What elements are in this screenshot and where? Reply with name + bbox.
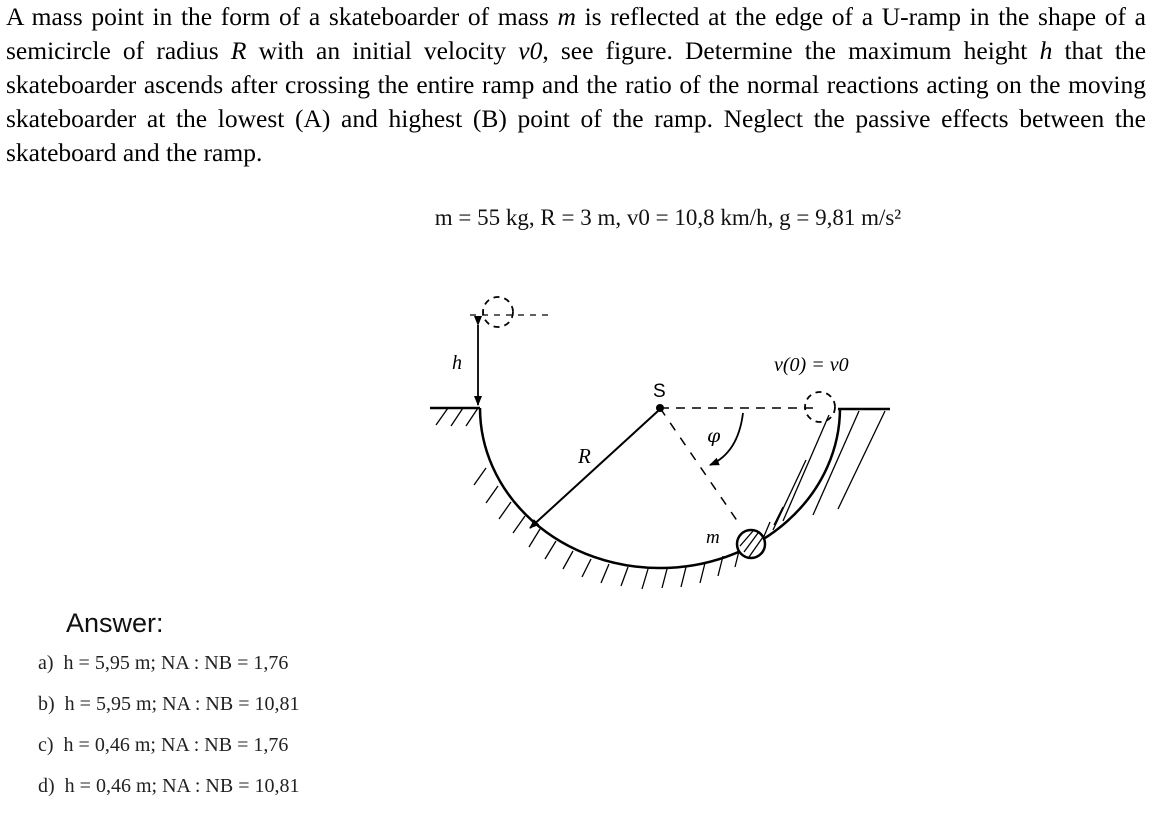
answer-option-b[interactable]: b) h = 5,95 m; NA : NB = 10,81 (38, 693, 300, 715)
var-m: m (557, 2, 576, 31)
answer-options (38, 652, 299, 816)
var-h: h (1039, 36, 1053, 65)
ramp-figure (408, 285, 908, 615)
ramp-curve (480, 408, 840, 568)
answer-option-c[interactable]: c) h = 0,46 m; NA : NB = 1,76 (38, 734, 289, 756)
var-v0: v0 (518, 36, 543, 65)
initial-position-ball (805, 392, 835, 422)
max-height-ball (483, 297, 513, 327)
answer-option-a[interactable]: a) h = 5,95 m; NA : NB = 1,76 (38, 652, 289, 674)
answer-option-d[interactable]: d) h = 0,46 m; NA : NB = 10,81 (38, 775, 300, 797)
problem-statement: A mass point in the form of a skateboarder of mass m is reflected at the edge of a U-ramp in the shape of a semicircle of radius R with an initial velocity v0, see figure. Determine the maximum height h that the skateboarder ascends after crossing the entire ramp and the ratio of the normal reactions acting on the moving skateboarder at the lowest (A) and highest (B) point of the ramp. Neglect the passive effects between the skateboard and the ramp. (6, 2, 1147, 167)
label-m: m (706, 527, 720, 548)
label-S: S (653, 381, 666, 402)
given-values: m = 55 kg, R = 3 m, v0 = 10,8 km/h, g = 9,81 m/s² (434, 205, 902, 230)
label-phi: φ (707, 425, 721, 447)
radius-arrow (530, 411, 658, 528)
dashed-radius (660, 408, 740, 525)
answer-title: Answer: (66, 608, 164, 638)
label-R: R (578, 444, 591, 468)
var-R: R (230, 36, 247, 65)
ground-hatching (436, 408, 885, 589)
label-v0: v(0) = v0 (774, 354, 849, 376)
label-h: h (452, 352, 462, 374)
